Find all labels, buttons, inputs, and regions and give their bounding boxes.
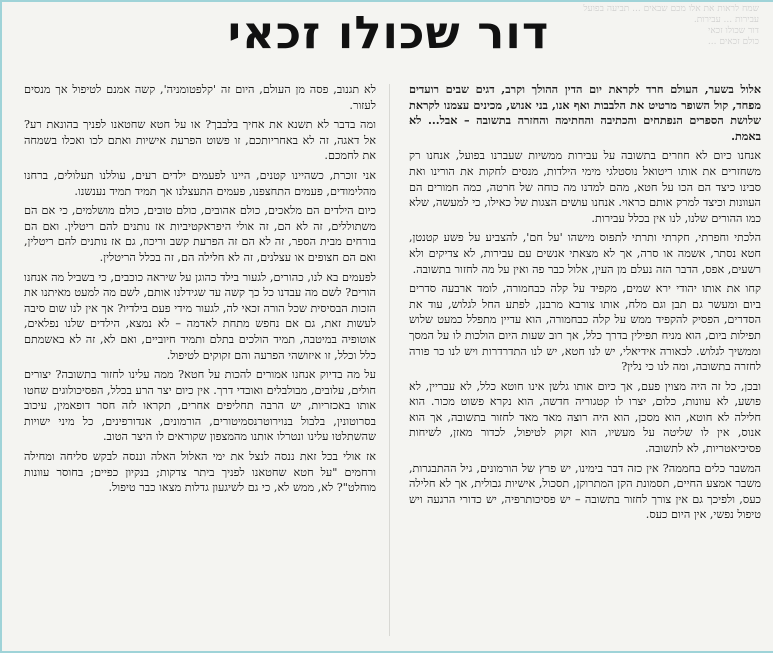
paragraph: קחו את אותו יהודי ירא שמים, מקפיד על קלה כבחמורה, לומד ארבעה סדרים ביום ומעשר גם תבן וגם מלח, אותו צורבא מרבנן, לפתע החל לגלוש, עוד את הסדרים, הפסיק להקפיד ממש על קלה כבחמורה, הוא עדיין מתפלל כמעט שלוש תפילות ביום, הוא מניח תפילין בדרך כלל, אך רוב שעות היום הולכות לו על המסך וממשיך לגלוש. לכאורה אידיאלי, יש לנו חטא, יש לנו התדרדרות ויש לנו כר פורה לחזרה בתשובה, ומה לנו כי נלין?: [409, 282, 761, 374]
left-column: [24, 82, 376, 642]
paragraph: לפעמים בא לנו, כהורים, לגעור בילד כהוגן על שיראה כוכבים, כי בשביל מה אנחנו הורים? לשם מה עבדנו כל כך קשה עד שגידלנו אותם, לשם מה למעט מאיתנו את הזכות הבסיסית שכל הורה זכאי לה, לגעור מידי פעם בילדיו? אך אין לנו שום סיבה לעשות זאת, גם אם נחפש מתחת לאדמה – לא נמצא, הילדים שלנו נפלאים, אוטופיה במיטבה, תמיד הולכים בתלם ותמיד חיוביים, ואם לא, זה לא באשמתם כלל וכלל, זו איזושהי הפרעה והם זקוקים לטיפול.: [24, 270, 376, 362]
paragraph: אנחנו כיום לא חוזרים בתשובה על עבירות ממשיות שעברנו בפועל, אנחנו רק משחזרים את אותו ריטואל נוסטלגי מימי הילדות, מנסים לחקות את הורינו ואת סבינו כיצד הם הכו על חטא, מהם למדנו מה כוחה של חרטה, כמה חמורים הם העוונות וכיצד למרק אותם כראוי. אנחנו עושים הצגות של כאילו, כי למעשה, שלא כמו ההורים שלנו, לנו אין בכלל עבירות.: [409, 149, 761, 225]
paragraph: אני זוכרת, כשהיינו קטנים, היינו לפעמים ילדים רעים, עוללנו תעלולים, ברחנו מהלימודים, פעמים התחצפנו, פעמים התעצלנו אך תמיד תמיד נענשנו.: [24, 168, 376, 198]
article-title: דור שכולו זכאי: [227, 6, 550, 59]
bleed-through-line: דור שכולו זכאי: [707, 26, 759, 36]
paragraph: לא תגנוב, פסה מן העולם, היום זה 'קלפטומניה', קשה אמנם לטיפול אך מנסים לעזור.: [24, 83, 376, 112]
paragraph-intro: אלול בשער, העולם חרד לקראת יום הדין ההולך וקרב, דגים שבים רועדים מפחד, קול השופר מרטיט את הלבבות ואף אנו, בני אנוש, מכינים עצמנו לקראת שלושת הספרים הנפתחים והכתיבה והחתימה והחזרה בתשובה – אבל... לא באמת.: [409, 82, 761, 143]
bleed-through-line: כולם זכאים ...: [707, 37, 759, 47]
column-divider: [389, 84, 390, 636]
paragraph: על מה בדיוק אנחנו אמורים להכות על חטא? ממה עלינו לחזור בתשובה? יצורים חולים, עלובים, מבולבלים ואובדי דרך. אין כיום יצר הרע בכלל, הפסיכולוגים שחטו אותו באכזריות, יש הרבה תחליפים אחרים, תקראו לזה חסר דופאמין, עיכוב בסרוטונין, בלבול בנוירוטרנסמיטורים, הורמונים, אנדורפינים, כל מיני ישויות שהשתלטו עלינו ונטרלו אותנו מהמצפון שקוראים לו היצר הטוב.: [24, 368, 376, 444]
bleed-through-line: שמח לראות את אלו מכם שבאים ... תביעה בפועל: [583, 4, 759, 14]
paragraph: ובכן, כל זה היה מצוין פעם, אך כיום אותו גלשן אינו חוטא כלל, לא עבריין, לא פושע, לא עוונות, כלום, יצרו לו קטגוריה חדשה, הוא נקרא פשוט מכור. הוא חלילה לא חוטא, הוא מסכן, הוא היה רוצה מאד מאד לחזור בתשובה, אך הוא אנוס, אין לו שליטה על מעשיו, הוא זקוק לטיפול, לכדור מאזן, לשיחות פסיכיאטריות, לא לתשובה.: [409, 379, 761, 456]
paragraph: כיום הילדים הם מלאכים, כולם אהובים, כולם טובים, כולם מושלמים, כי אם הם משתוללים, זה לא הם, זה אולי היפראקטיביות אז נותנים להם ריטלין. ואם הם בורחים מבית הספר, זה לא הם זה הפרעת קשב וריכוז, גם אז נותנים להם ריטלין, ואם הם חצופים או עצלנים, זה לא חלילה הם, זה בכלל הריטלין.: [24, 204, 376, 264]
paragraph: הלכתי וחפרתי, חקרתי ותרתי לתפוס מישהו 'על חם', להצביע על פשע קטנטן, חטא נסתר, אשמה או סרה, אך לא מצאתי אנשים עם עבירות, לא צדיקים ולא רשעים, אפס, הדבר הזה נעלם מן העין, אלול כבר פה ואין על מה לחזור בתשובה.: [409, 231, 761, 276]
paragraph: אז אולי בכל זאת ננסה לנצל את ימי האלול האלה וננסה לבקש סליחה ומחילה ורחמים "על חטא שחטאנו לפניך ביתר צדקות; בנקיון כפיים; בחוסר עוונות מוחלט"? לא, ממש לא, כי גם לשיגעון גדלות מצאו כבר טיפול.: [24, 450, 376, 495]
right-column: [409, 82, 761, 642]
bleed-through-line: עבירות ... עבירות.: [693, 15, 759, 25]
paragraph: המשבר כלים בחממה? אין כזה דבר בימינו, יש פרץ של הורמונים, גיל ההתבגרות, משבר אמצע החיים, תסמונת הקן המתרוקן, תסכול, אישיות גבולית, אך לא חלילה כעס, ולפיכך גם אין צורך לחזור בתשובה – יש פסיכותרפיה, יש כדורי הרגעה ויש טיפול נפשי, אין היום כעס.: [409, 461, 761, 522]
paragraph: ומה בדבר לא תשנא את אחיך בלבבך? או על חטא שחטאנו לפניך בהונאת רע? אל דאגה, זה לא באחריותכם, זו פשוט הפרעת אישיות ואתם לכו ואכלו בשמחה את לחמכם.: [24, 118, 376, 163]
